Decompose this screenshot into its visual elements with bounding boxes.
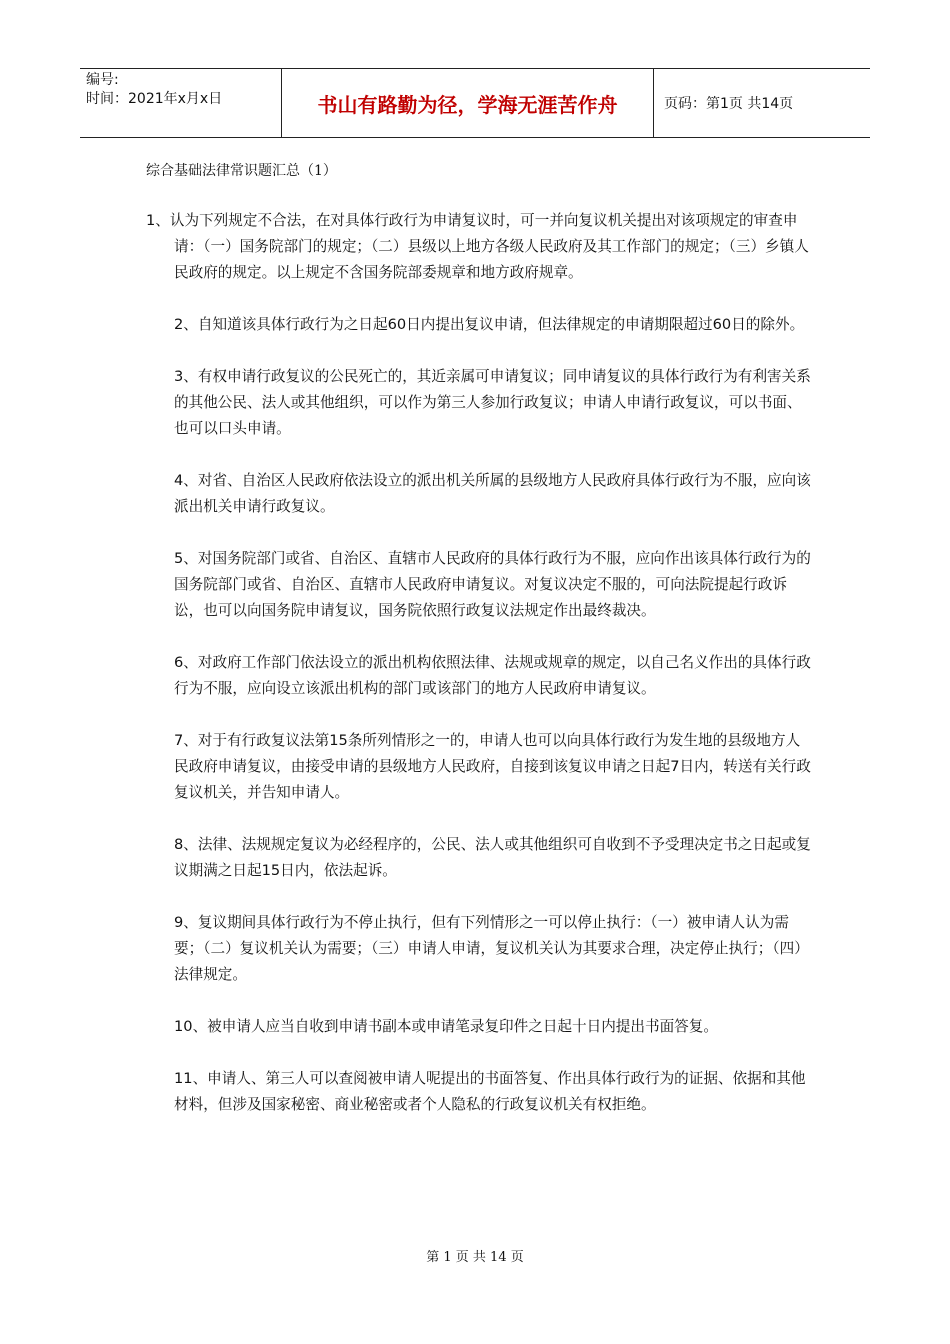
list-item: 1、认为下列规定不合法，在对具体行政行为申请复议时，可一并向复议机关提出对该项规定的审查申请：（一）国务院部门的规定；（二）县级以上地方各级人民政府及其工作部门的规定；（三）乡镇人民政府的规定。以上规定不含国务院部委规章和地方政府规章。 — [146, 212, 809, 281]
document-number-label: 编号: — [86, 72, 119, 88]
list-item: 2、自知道该具体行政行为之日起60日内提出复议申请，但法律规定的申请期限超过60日的除外。 — [174, 316, 805, 333]
list-item: 3、有权申请行政复议的公民死亡的，其近亲属可申请复议；同申请复议的具体行政行为有利害关系的其他公民、法人或其他组织，可以作为第三人参加行政复议；申请人申请行政复议，可以书面、也可以口头申请。 — [174, 368, 811, 437]
header-motto-cell — [282, 69, 654, 137]
document-title: 综合基础法律常识题汇总（1） — [146, 163, 337, 179]
list-item: 7、对于有行政复议法第15条所列情形之一的，申请人也可以向具体行政行为发生地的县级地方人民政府申请复议，由接受申请的县级地方人民政府，自接到该复议申请之日起7日内，转送有关行政复议机关，并告知申请人。 — [174, 732, 811, 801]
list-item: 10、被申请人应当自收到申请书副本或申请笔录复印件之日起十日内提出书面答复。 — [174, 1018, 718, 1035]
list-item: 8、法律、法规规定复议为必经程序的，公民、法人或其他组织可自收到不予受理决定书之日起或复议期满之日起15日内，依法起诉。 — [174, 836, 811, 879]
page-header — [80, 68, 870, 138]
list-item: 4、对省、自治区人民政府依法设立的派出机关所属的县级地方人民政府具体行政行为不服，应向该派出机关申请行政复议。 — [174, 472, 811, 515]
page-footer: 第 1 页 共 14 页 — [426, 1250, 524, 1265]
header-meta — [80, 69, 282, 137]
document-body — [146, 208, 814, 1144]
list-item: 11、申请人、第三人可以查阅被申请人呢提出的书面答复、作出具体行政行为的证据、依据和其他材料，但涉及国家秘密、商业秘密或者个人隐私的行政复议机关有权拒绝。 — [174, 1070, 806, 1113]
header-motto: 书山有路勤为径，学海无涯苦作舟 — [317, 92, 618, 117]
list-item: 6、对政府工作部门依法设立的派出机构依照法律、法规或规章的规定，以自己名义作出的具体行政行为不服，应向设立该派出机构的部门或该部门的地方人民政府申请复议。 — [174, 654, 811, 697]
list-item: 9、复议期间具体行政行为不停止执行，但有下列情形之一可以停止执行：（一）被申请人认为需要；（二）复议机关认为需要；（三）申请人申请，复议机关认为其要求合理，决定停止执行；（四）法律规定。 — [174, 914, 809, 983]
list-item: 5、对国务院部门或省、自治区、直辖市人民政府的具体行政行为不服，应向作出该具体行政行为的国务院部门或省、自治区、直辖市人民政府申请复议。对复议决定不服的，可向法院提起行政诉讼，也可以向国务院申请复议，国务院依照行政复议法规定作出最终裁决。 — [174, 550, 811, 619]
document-time: 时间：2021年x月x日 — [86, 91, 223, 107]
header-page-info: 页码：第1页 共14页 — [664, 96, 794, 112]
